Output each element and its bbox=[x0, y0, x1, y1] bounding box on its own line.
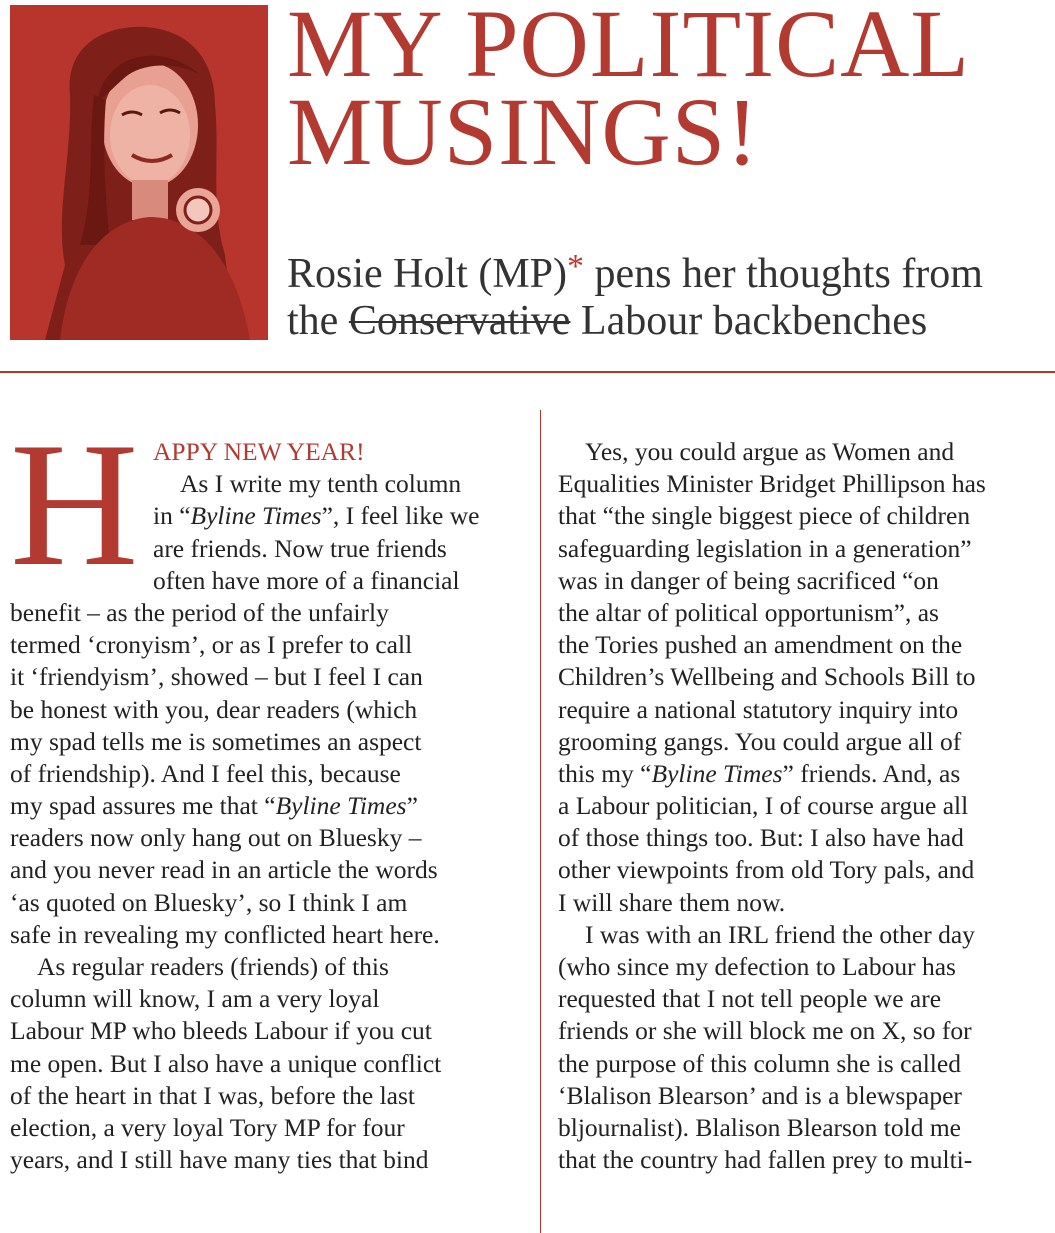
text-line: are friends. Now true friends bbox=[153, 533, 447, 563]
text-line: safeguarding legislation in a generation” bbox=[558, 533, 972, 563]
text-line: me open. But I also have a unique conflict bbox=[10, 1048, 442, 1078]
standfirst-text: pens her thoughts from bbox=[584, 251, 983, 297]
text-line: readers now only hang out on Bluesky – bbox=[10, 823, 422, 853]
drop-cap-letter: H bbox=[10, 430, 139, 570]
publication-name: Byline Times bbox=[275, 791, 407, 821]
text-line: of the heart in that I was, before the last bbox=[10, 1080, 416, 1110]
standfirst bbox=[287, 248, 983, 344]
standfirst-line-2 bbox=[287, 299, 983, 343]
text-line: ‘Blalison Blearson’ and is a blewspaper bbox=[558, 1080, 962, 1110]
text-line: Children’s Wellbeing and Schools Bill to bbox=[558, 662, 976, 692]
text-line: the altar of political opportunism”, as bbox=[558, 597, 939, 627]
text-line: was in danger of being sacrificed “on bbox=[558, 565, 939, 595]
text-line: and you never read in an article the words bbox=[10, 855, 438, 885]
text-line: the Tories pushed an amendment on the bbox=[558, 630, 963, 660]
text-line: of friendship). And I feel this, because bbox=[10, 758, 401, 788]
text-line: my spad assures me that “Byline Times” bbox=[10, 791, 418, 821]
title-line-1: MY POLITICAL bbox=[287, 0, 971, 97]
text-line: in “Byline Times”, I feel like we bbox=[153, 501, 480, 531]
text-line: As regular readers (friends) of this bbox=[37, 952, 389, 981]
text-line: Yes, you could argue as Women and bbox=[585, 437, 955, 466]
text-line: my spad tells me is sometimes an aspect bbox=[10, 726, 422, 756]
text-line: years, and I still have many ties that bind bbox=[10, 1145, 429, 1175]
standfirst-text-end: Labour backbenches bbox=[570, 298, 928, 344]
standfirst-text-start: the bbox=[287, 298, 349, 344]
text-line: election, a very loyal Tory MP for four bbox=[10, 1112, 405, 1142]
text-line: friends or she will block me on X, so for bbox=[558, 1016, 972, 1046]
publication-name: Byline Times bbox=[190, 501, 322, 531]
publication-name: Byline Times bbox=[651, 758, 783, 788]
text-line: that the country had fallen prey to multi- bbox=[558, 1145, 973, 1175]
text-line: that “the single biggest piece of children bbox=[558, 501, 971, 531]
text-line: the purpose of this column she is called bbox=[558, 1048, 961, 1078]
text-line: Equalities Minister Bridget Phillipson has bbox=[558, 469, 986, 499]
text-line: As I write my tenth column bbox=[180, 469, 462, 499]
text-line: I was with an IRL friend the other day bbox=[585, 919, 975, 949]
text-line: ‘as quoted on Bluesky’, so I think I am bbox=[10, 887, 408, 917]
text-line: a Labour politician, I of course argue all bbox=[558, 791, 969, 821]
article-heading: APPY NEW YEAR! bbox=[153, 437, 365, 466]
asterisk: * bbox=[567, 248, 585, 285]
text-line: benefit – as the period of the unfairly bbox=[10, 597, 389, 627]
title-line-2: MUSINGS! bbox=[287, 78, 760, 185]
text-line: I will share them now. bbox=[558, 887, 786, 917]
text-line: column will know, I am a very loyal bbox=[10, 984, 380, 1014]
text-line: often have more of a financial bbox=[153, 565, 460, 595]
author-name: Rosie Holt (MP) bbox=[287, 251, 568, 297]
column-divider bbox=[540, 410, 541, 1233]
author-photo bbox=[10, 5, 268, 340]
text-line: it ‘friendyism’, showed – but I feel I can bbox=[10, 662, 423, 692]
struck-party: Conservative bbox=[348, 298, 571, 344]
standfirst-line-1 bbox=[287, 248, 983, 299]
text-line: requested that I not tell people we are bbox=[558, 984, 942, 1014]
text-line: require a national statutory inquiry into bbox=[558, 694, 959, 724]
page-title bbox=[287, 0, 971, 185]
text-line: safe in revealing my conflicted heart here. bbox=[10, 919, 440, 949]
article-column-right bbox=[558, 436, 1055, 1176]
text-line: this my “Byline Times” friends. And, as bbox=[558, 758, 961, 788]
text-line: other viewpoints from old Tory pals, and bbox=[558, 855, 975, 885]
article-column-left bbox=[10, 436, 522, 1176]
text-line: bljournalist). Blalison Blearson told me bbox=[558, 1112, 961, 1142]
text-line: be honest with you, dear readers (which bbox=[10, 694, 418, 724]
header-rule bbox=[0, 371, 1055, 373]
text-line: of those things too. But: I also have had bbox=[558, 823, 964, 853]
text-line: Labour MP who bleeds Labour if you cut bbox=[10, 1016, 432, 1046]
text-line: termed ‘cronyism’, or as I prefer to call bbox=[10, 630, 413, 660]
text-line: (who since my defection to Labour has bbox=[558, 952, 956, 981]
text-line: grooming gangs. You could argue all of bbox=[558, 726, 962, 756]
